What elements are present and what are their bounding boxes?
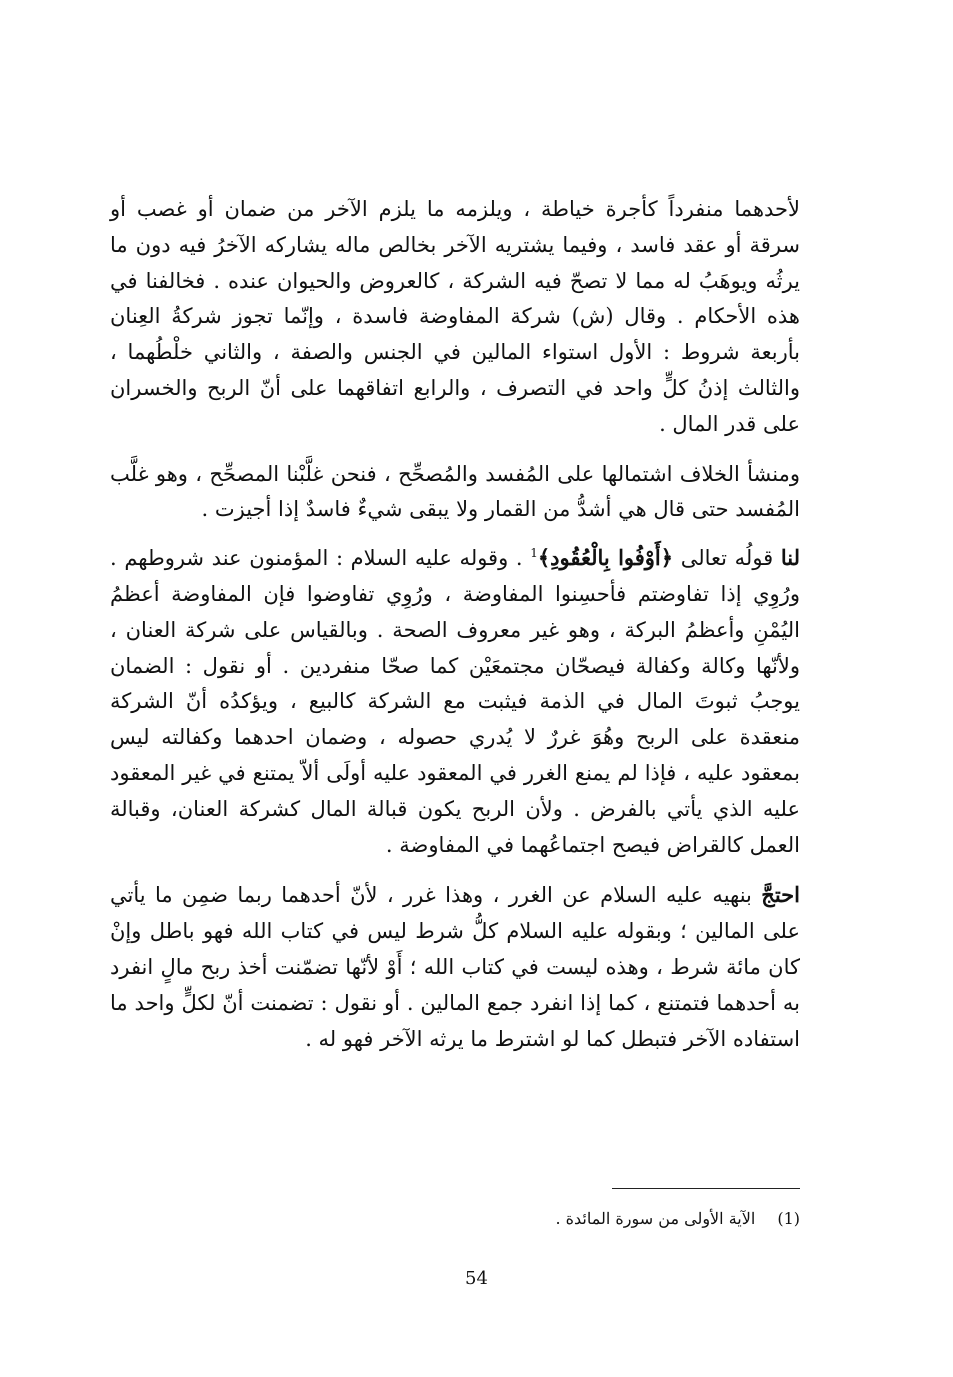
paragraph-3 xyxy=(110,540,800,863)
page-number: 54 xyxy=(465,1268,488,1289)
paragraph-1: لأحدهما منفرداً كأجرة خياطة ، ويلزمه ما يلزم الآخر من ضمان أو غصب أو سرقة أو عقد فاسد ، وفيما يشتريه الآخر بخالص ماله يشاركه الآخرُ فيه دون ما يرثُه ويوهَبُ له مما لا تصحّ فيه الشركة ، كالعروض والحيوان عنده . فخالفنا في هذه الأحكام . وقال (ش) شركة المفاوضة فاسدة ، وإنّما تجوز شركةُ العِنان بأربعة شروط : الأول استواء المالين في الجنس والصفة ، والثاني خلْطُهما ، والثالث إذنُ كلٍّ واحد في التصرف ، والرابع اتفاقهما على أنّ الربح والخسران على قدر المال . xyxy=(110,197,800,436)
quran-verse: ﴿أَوْفُوا بِالْعُقُودِ﴾ xyxy=(537,545,674,571)
paragraph-4-text: بنهيه عليه السلام عن الغرر ، وهذا غرر ، لأنّ أحدهما ربما ضمِن ما يأتي على المالين ؛ وبقوله عليه السلام كلُّ شرط ليس في كتاب الله فهو باطل وإنْ كان مائة شرط ، وهذه ليست في كتاب الله ؛ أَوْ لأنّها تضمّنت أخذ ربح مالٍ انفرد به أحدهما فتمتنع ، كما إذا انفرد جمع المالين . أو نقول : تضمنت أنّ لكلٍّ واحد ما استفاده الآخر فتبطل كما لو اشترط ما يرثه الآخر فهو له . xyxy=(110,883,800,1051)
footnote-reference: 1 xyxy=(530,546,538,561)
footnote-divider xyxy=(612,1188,800,1189)
paragraph-4-lead: احتجَّ xyxy=(761,882,800,908)
paragraph-3-intro: قولُه تعالى xyxy=(673,546,781,571)
paragraph-3-lead: لنا xyxy=(780,545,800,571)
paragraph-2: ومنشأ الخلاف اشتمالها على المُفسد والمُصحِّح ، فنحن غلَّبْنا المصحِّح ، وهو غلَّب المُفسد حتى قال هي أشدُّ من القمار ولا يبقى شيءٌ فاسدٌ إذا أجيزت . xyxy=(110,461,800,522)
paragraph-4 xyxy=(110,877,800,1057)
footnote xyxy=(400,1207,800,1231)
body-text xyxy=(110,192,800,1057)
paragraph-3-text: . وقوله عليه السلام : المؤمنون عند شروطهم . ورُوِي إذا تفاوضتم فأحسِنوا المفاوضة ، ورُوِي تفاوضوا فإن المفاوضة أعظمُ اليُمْنِ وأعظمُ البركة ، وهو غير معروف الصحة . وبالقياس على شركة العنان ، ولأنّها وكالة وكفالة فيصحّان مجتمعَيْن كما صحّا منفردين . أو نقول : الضمان يوجبُ ثبوتَ المال في الذمة فيثبت مع الشركة كالبيع ، ويؤكدُه أنّ الشركة منعقدة على الربح وهُوَ غررٌ لا يُدري حصوله ، وضمان احدهما وكفالته ليس بمعقود عليه ، فإذا لم يمنع الغرر في المعقود عليه أولَى ألاّ يمتنع في غير المعقود عليه الذي يأتي بالفرض . ولأن الربح يكون قبالة المال كشركة العنان، وقبالة العمل كالقراض فيصح اجتماعُهما في المفاوضة . xyxy=(110,546,800,857)
footnote-text: الآية الأولى من سورة المائدة . xyxy=(555,1209,756,1228)
footnote-marker: (1) xyxy=(777,1209,800,1228)
